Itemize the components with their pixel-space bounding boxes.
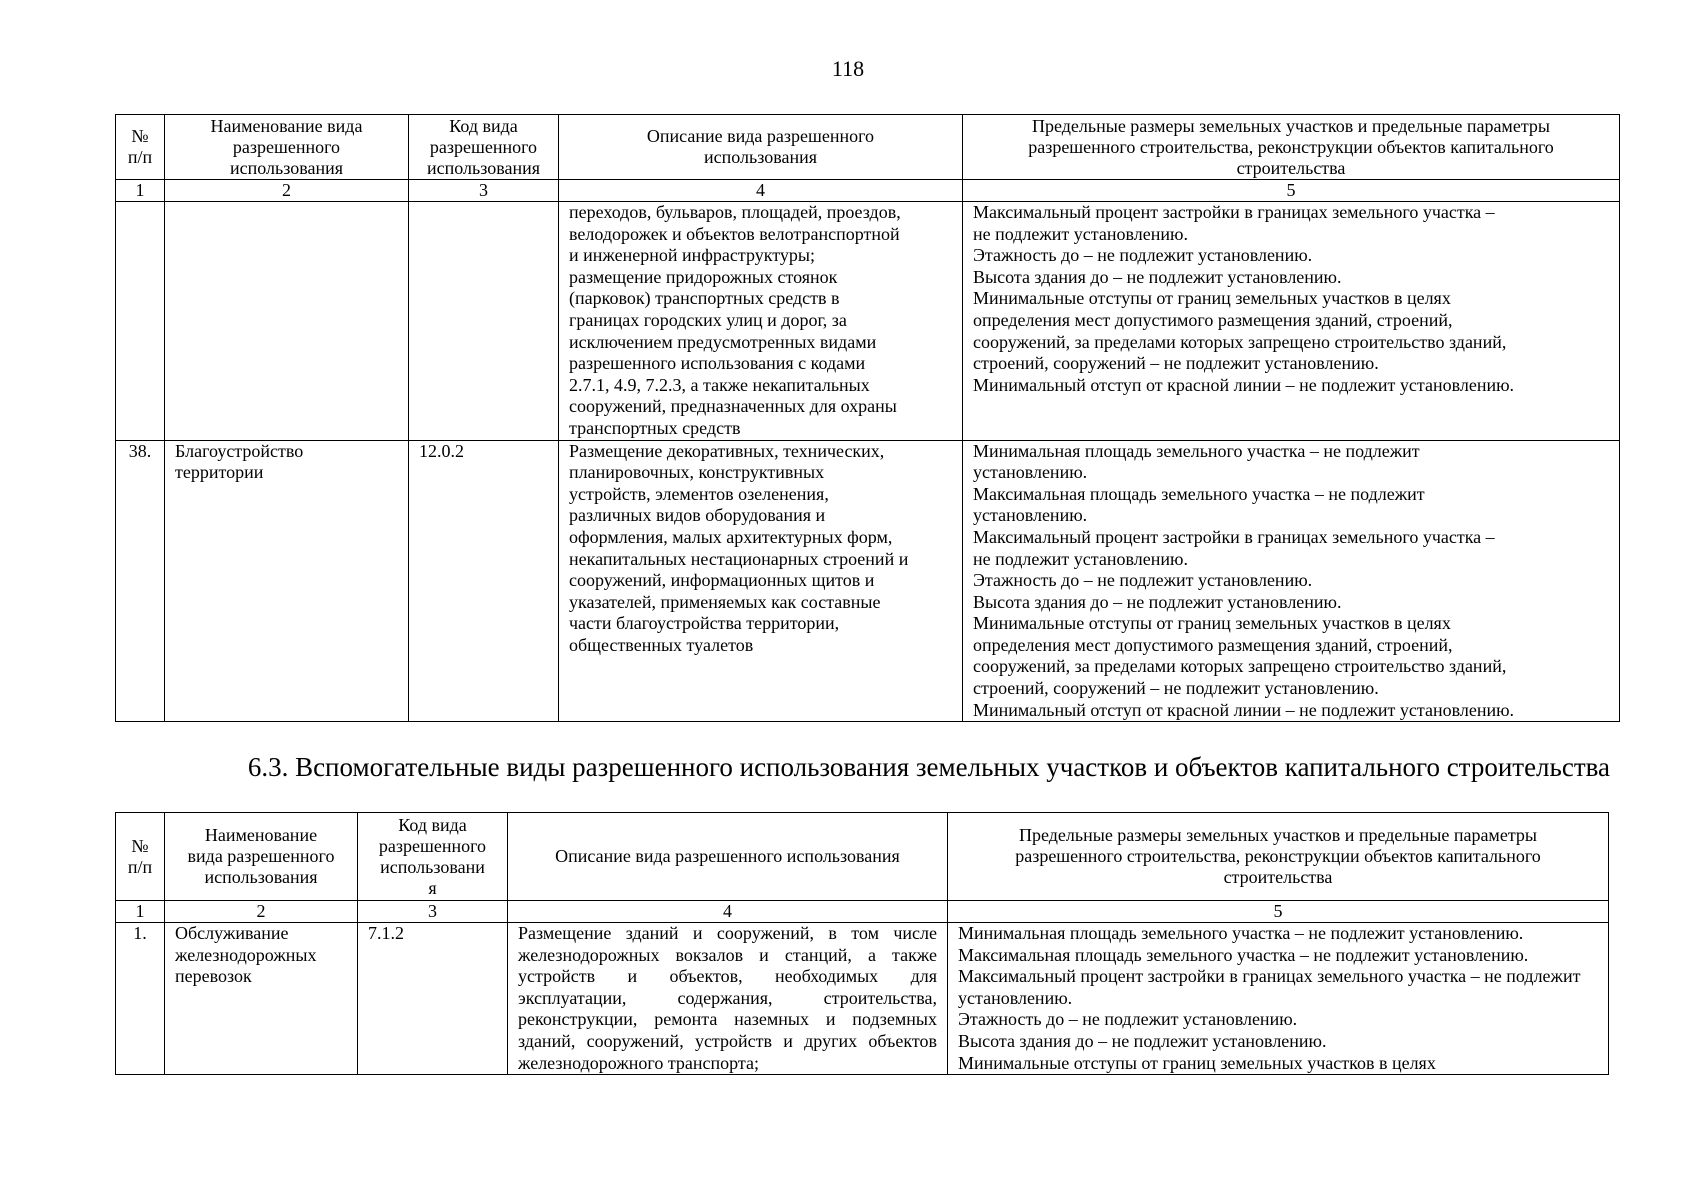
column-number: 4: [559, 180, 963, 202]
column-number: 2: [165, 901, 358, 923]
row-limits: Максимальный процент застройки в границах земельного участка – не подлежит установлению. Этажность до – не подлежит установлению. Высота здания до – не подлежит установлению. Минимальные отступы от границ земельных участков в целях определения мест допустимого размещения зданий, строений, сооружений, за пределами которых запрещено строительство зданий, строений, сооружений – не подлежит установлению. Минимальный отступ от красной линии – не подлежит установлению.: [963, 202, 1620, 441]
column-number: 3: [409, 180, 559, 202]
row-use-code: 7.1.2: [358, 923, 508, 1075]
row-use-description: Размещение зданий и сооружений, в том числе железнодорожных вокзалов и станций, а также устройств и объектов, необходимых для эксплуатации, содержания, строительства, реконструкции, ремонта наземных и подземных зданий, сооружений, устройств и других объектов железнодорожного транспорта;: [508, 923, 948, 1075]
header-use-code: Код вида разрешенного использовани я: [358, 813, 508, 901]
header-use-name: Наименование вида разрешенного использования: [165, 813, 358, 901]
header-limits: Предельные размеры земельных участков и предельные параметры разрешенного строительства, реконструкции объектов капитального строительства: [948, 813, 1609, 901]
permitted-use-table-main: [115, 114, 1620, 722]
header-number: № п/п: [116, 115, 165, 180]
row-use-description: Размещение декоративных, технических, планировочных, конструктивных устройств, элементов озеленения, различных видов оборудования и оформления, малых архитектурных форм, некапитальных нестационарных строений и сооружений, информационных щитов и указателей, применяемых как составные части благоустройства территории, общественных туалетов: [559, 440, 963, 722]
column-number: 5: [948, 901, 1609, 923]
header-number: № п/п: [116, 813, 165, 901]
row-use-code: 12.0.2: [409, 440, 559, 722]
table-row: [116, 440, 1620, 722]
row-limits: Минимальная площадь земельного участка – не подлежит установлению. Максимальная площадь земельного участка – не подлежит установлению. Максимальный процент застройки в границах земельного участка – не подлежит установлению. Этажность до – не подлежит установлению. Высота здания до – не подлежит установлению. Минимальные отступы от границ земельных участков в целях определения мест допустимого размещения зданий, строений, сооружений, за пределами которых запрещено строительство зданий, строений, сооружений – не подлежит установлению. Минимальный отступ от красной линии – не подлежит установлению.: [963, 440, 1620, 722]
row-number: [116, 202, 165, 441]
row-use-name: [165, 202, 409, 441]
column-number: 3: [358, 901, 508, 923]
header-use-code: Код вида разрешенного использования: [409, 115, 559, 180]
column-number: 4: [508, 901, 948, 923]
header-use-name: Наименование вида разрешенного использования: [165, 115, 409, 180]
table-row: [116, 202, 1620, 441]
table-header-row: [116, 115, 1620, 180]
row-use-code: [409, 202, 559, 441]
row-use-name: Благоустройство территории: [165, 440, 409, 722]
column-number-row: [116, 901, 1609, 923]
column-number-row: [116, 180, 1620, 202]
row-number: 1.: [116, 923, 165, 1075]
header-use-description: Описание вида разрешенного использования: [559, 115, 963, 180]
column-number: 1: [116, 901, 165, 923]
page-number: 118: [831, 56, 865, 81]
row-use-description: переходов, бульваров, площадей, проездов, велодорожек и объектов велотранспортной и инженерной инфраструктуры; размещение придорожных стоянок (парковок) транспортных средств в границах городских улиц и дорог, за исключением предусмотренных видами разрешенного использования с кодами 2.7.1, 4.9, 7.2.3, а также некапитальных сооружений, предназначенных для охраны транспортных средств: [559, 202, 963, 441]
row-limits: Минимальная площадь земельного участка – не подлежит установлению. Максимальная площадь земельного участка – не подлежит установлению. Максимальный процент застройки в границах земельного участка – не подлежит установлению. Этажность до – не подлежит установлению. Высота здания до – не подлежит установлению. Минимальные отступы от границ земельных участков в целях: [948, 923, 1609, 1075]
auxiliary-use-table: [115, 812, 1609, 1075]
column-number: 2: [165, 180, 409, 202]
header-limits: Предельные размеры земельных участков и предельные параметры разрешенного строительства, реконструкции объектов капитального строительства: [963, 115, 1620, 180]
header-use-description: Описание вида разрешенного использования: [508, 813, 948, 901]
section-title: 6.3. Вспомогательные виды разрешенного использования земельных участков и объектов капитального строительства: [247, 752, 1610, 782]
column-number: 5: [963, 180, 1620, 202]
column-number: 1: [116, 180, 165, 202]
row-number: 38.: [116, 440, 165, 722]
table-header-row: [116, 813, 1609, 901]
row-use-name: Обслуживание железнодорожных перевозок: [165, 923, 358, 1075]
table-row: [116, 923, 1609, 1075]
